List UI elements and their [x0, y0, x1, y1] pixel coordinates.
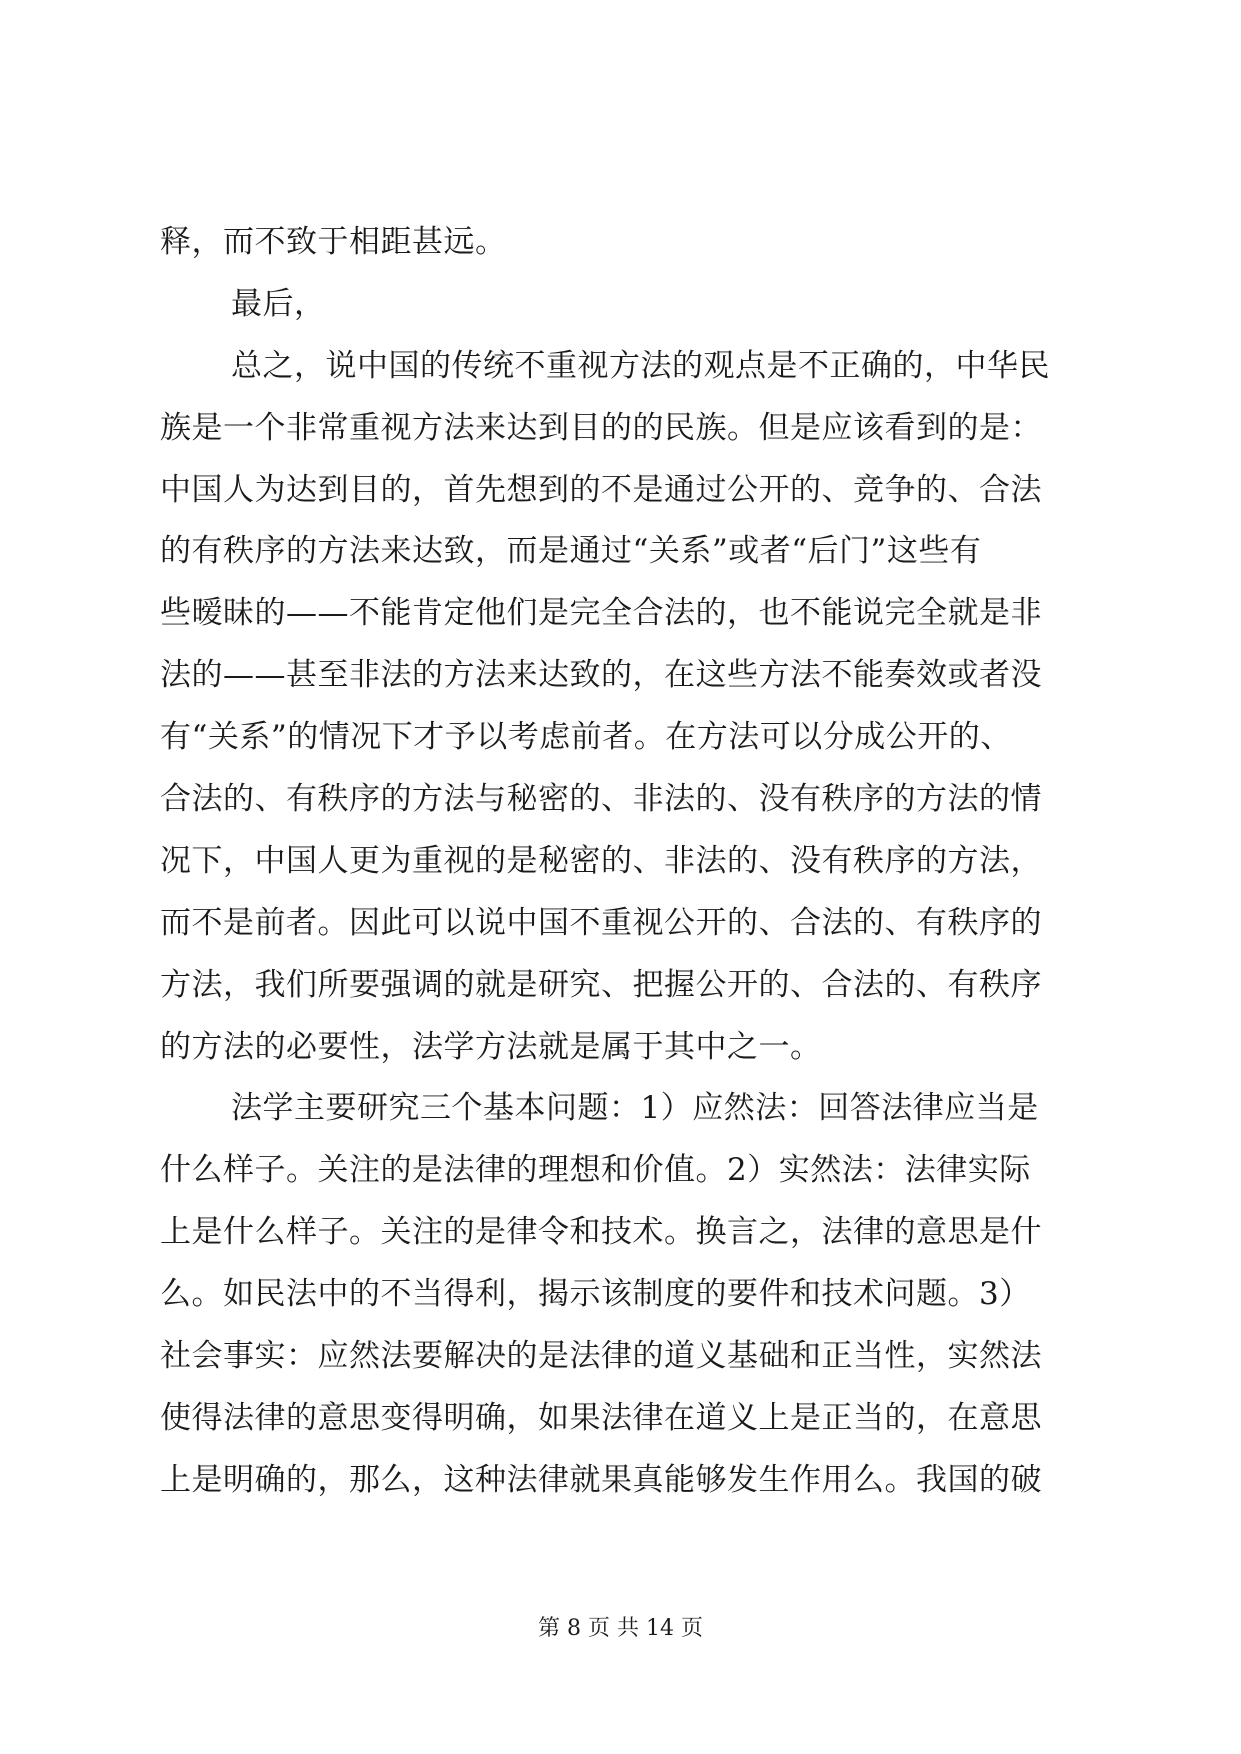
text-line: 么。如民法中的不当得利，揭示该制度的要件和技术问题。3）	[160, 1276, 1031, 1313]
text-line: 而不是前者。因此可以说中国不重视公开的、合法的、有秩序的	[160, 904, 1042, 941]
text-line: 释，而不致于相距甚远。	[160, 224, 507, 260]
text-line: 上是明确的，那么，这种法律就果真能够发生作用么。我国的破	[160, 1461, 1042, 1498]
text-line: 些暧昧的——不能肯定他们是完全合法的，也不能说完全就是非	[160, 595, 1042, 632]
text-line: 况下，中国人更为重视的是秘密的、非法的、没有秩序的方法，	[160, 842, 1042, 879]
body-text	[160, 212, 1078, 1512]
text-line: 使得法律的意思变得明确，如果法律在道义上是正当的，在意思	[160, 1399, 1042, 1436]
text-line: 方法，我们所要强调的就是研究、把握公开的、合法的、有秩序	[160, 966, 1042, 1003]
text-line: 法的——甚至非法的方法来达致的，在这些方法不能奏效或者没	[160, 657, 1042, 694]
text-line: 有“关系”的情况下才予以考虑前者。在方法可以分成公开的、	[160, 719, 1012, 756]
text-line: 合法的、有秩序的方法与秘密的、非法的、没有秩序的方法的情	[160, 781, 1042, 818]
text-line: 族是一个非常重视方法来达到目的的民族。但是应该看到的是：	[160, 409, 1042, 446]
text-line: 什么样子。关注的是法律的理想和价值。2）实然法：法律实际	[160, 1152, 1031, 1189]
text-line: 法学主要研究三个基本问题：1）应然法：回答法律应当是	[231, 1090, 1039, 1127]
text-line: 社会事实：应然法要解决的是法律的道义基础和正当性，实然法	[160, 1338, 1042, 1375]
text-line: 最后，	[231, 285, 326, 322]
text-line: 的有秩序的方法来达致，而是通过“关系”或者“后门”这些有	[160, 533, 982, 570]
page-number-footer: 第 8 页 共 14 页	[538, 1616, 703, 1641]
text-line: 中国人为达到目的，首先想到的不是通过公开的、竞争的、合法	[160, 471, 1042, 508]
text-line: 总之，说中国的传统不重视方法的观点是不正确的，中华民	[231, 347, 1050, 384]
text-line: 上是什么样子。关注的是律令和技术。换言之，法律的意思是什	[160, 1214, 1042, 1251]
text-line: 的方法的必要性，法学方法就是属于其中之一。	[160, 1028, 822, 1065]
